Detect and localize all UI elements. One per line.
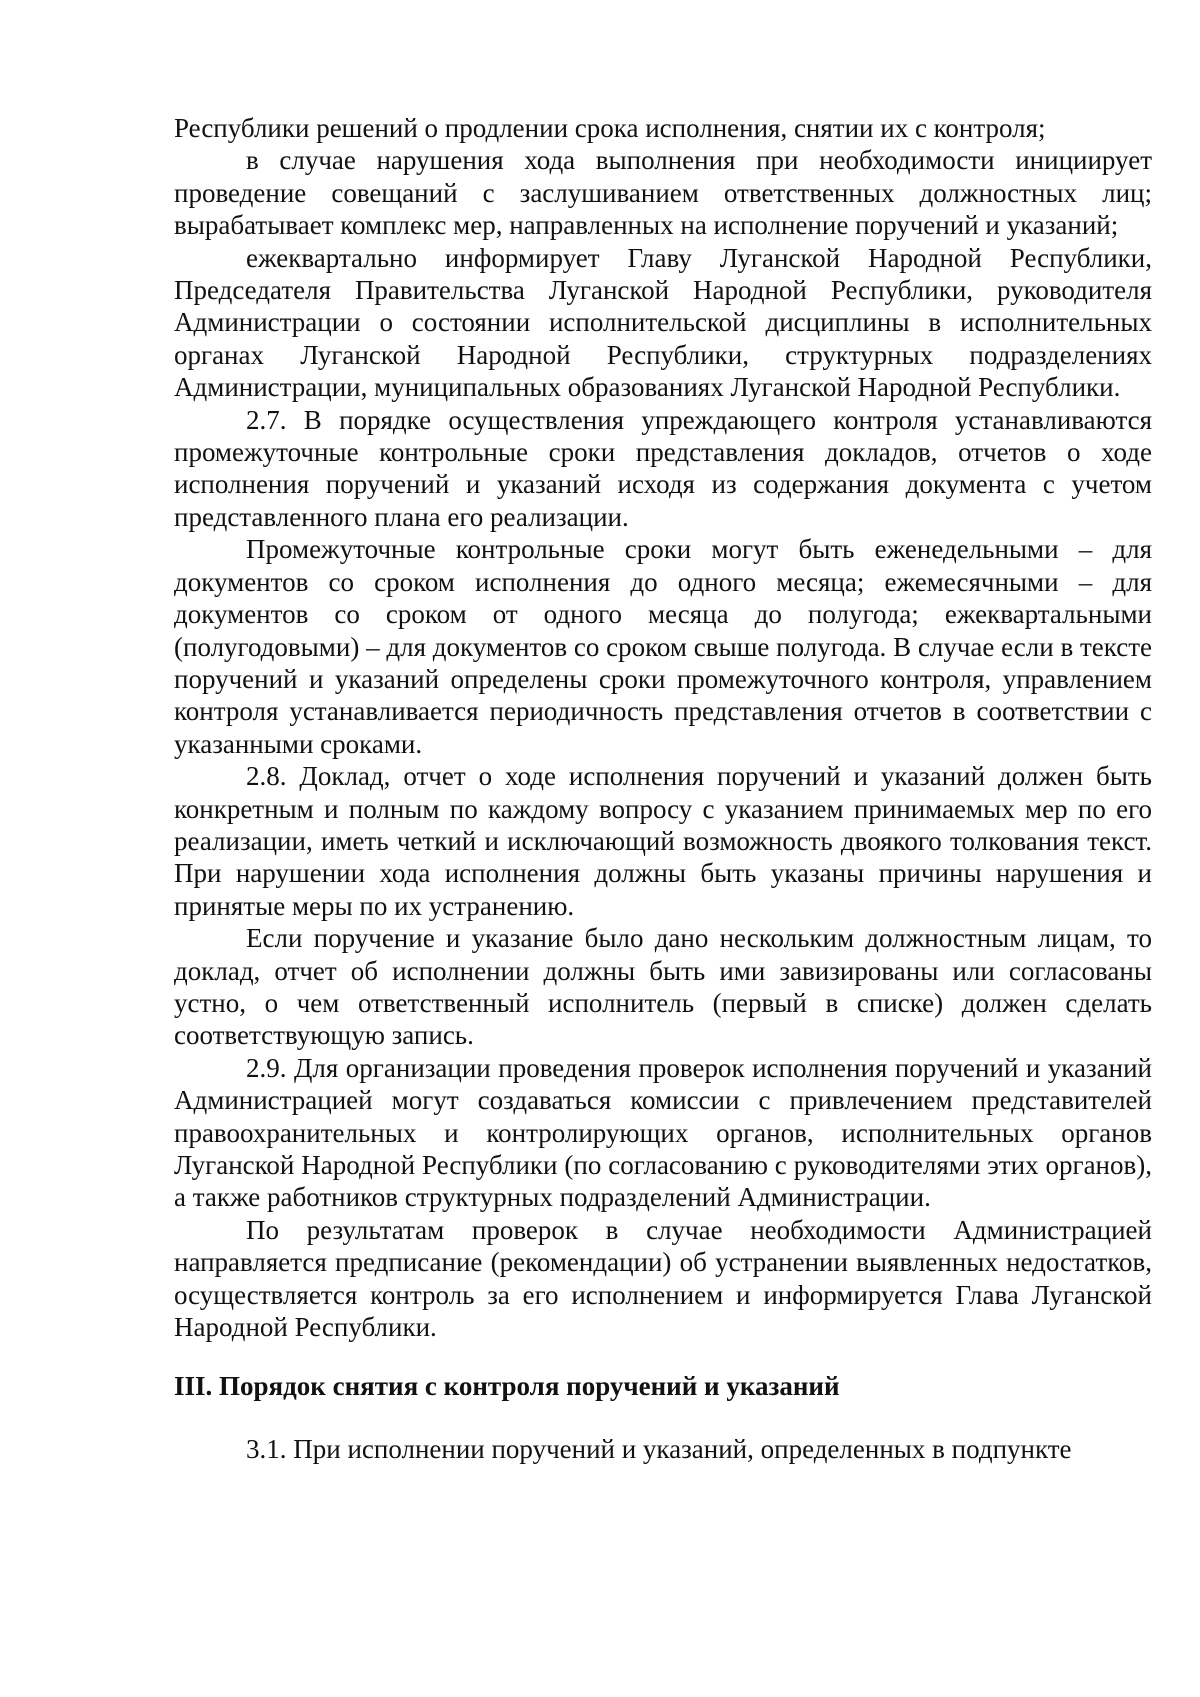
paragraph-1: Республики решений о продлении срока исполнения, снятии их с контроля;: [174, 113, 1046, 143]
paragraph-5: Промежуточные контрольные сроки могут быть еженедельными – для документов со сроком исполнения до одного месяца; ежемесячными – для документов со сроком от одного месяца до полугода; ежеквартальными (полугодовыми) – для документов со сроком свыше полугода. В случае если в тексте поручений и указаний определены сроки промежуточного контроля, управлением контроля устанавливается периодичность представления отчетов в соответствии с указанными сроками.: [174, 534, 1152, 759]
paragraph-4: 2.7. В порядке осуществления упреждающего контроля устанавливаются промежуточные контрольные сроки представления докладов, отчетов о ходе исполнения поручений и указаний исходя из содержания документа с учетом представленного плана его реализации.: [174, 404, 1152, 532]
paragraph-3: ежеквартально информирует Главу Луганской Народной Республики, Председателя Правительства Луганской Народной Республики, руководителя Администрации о состоянии исполнительской дисциплины в исполнительных органах Луганской Народной Республики, структурных подразделениях Администрации, муниципальных образованиях Луганской Народной Республики.: [174, 242, 1152, 403]
closing-paragraph: 3.1. При исполнении поручений и указаний, определенных в подпункте: [246, 1433, 1072, 1464]
paragraph-2: в случае нарушения хода выполнения при необходимости инициирует проведение совещаний с заслушиванием ответственных должностных лиц; вырабатывает комплекс мер, направленных на исполнение поручений и указаний;: [174, 145, 1152, 241]
paragraph-8: 2.9. Для организации проведения проверок исполнения поручений и указаний Администрацией могут создаваться комиссии с привлечением представителей правоохранительных и контролирующих органов, исполнительных органов Луганской Народной Республики (по согласованию с руководителями этих органов), а также работников структурных подразделений Администрации.: [174, 1052, 1152, 1213]
paragraph-7: Если поручение и указание было дано нескольким должностным лицам, то доклад, отчет об исполнении должны быть ими завизированы или согласованы устно, о чем ответственный исполнитель (первый в списке) должен сделать соответствующую запись.: [174, 923, 1152, 1051]
section-heading: III. Порядок снятия с контроля поручений и указаний: [174, 1371, 840, 1402]
paragraph-9: По результатам проверок в случае необходимости Администрацией направляется предписание (рекомендации) об устранении выявленных недостатков, осуществляется контроль за его исполнением и информируется Глава Луганской Народной Республики.: [174, 1214, 1152, 1343]
paragraph-6: 2.8. Доклад, отчет о ходе исполнения поручений и указаний должен быть конкретным и полным по каждому вопросу с указанием принимаемых мер по его реализации, иметь четкий и исключающий возможность двоякого толкования текст. При нарушении хода исполнения должны быть указаны причины нарушения и принятые меры по их устранению.: [174, 761, 1152, 921]
document-page: [174, 112, 1152, 1465]
